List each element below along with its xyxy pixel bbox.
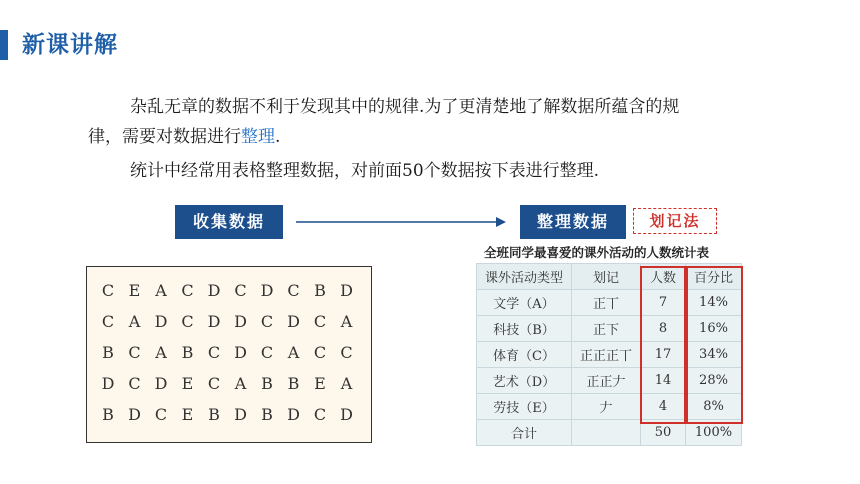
data-cell: D [287,405,300,424]
data-cell: B [208,405,220,424]
cell-tally [572,420,641,446]
cell-tally: 𠂇 [572,394,641,420]
data-cell: D [234,405,247,424]
data-cell: B [287,374,300,393]
data-cell: A [128,312,141,331]
data-cell: C [313,405,327,424]
data-cell: B [314,281,326,300]
data-cell: E [181,374,194,393]
data-cell: D [128,405,141,424]
data-cell: A [155,343,167,362]
cell-tally: 正下 [572,316,641,342]
cell-percent: 100% [686,420,742,446]
data-cell: B [181,343,194,362]
data-cell: C [207,374,221,393]
cell-activity: 合计 [477,420,572,446]
cell-activity: 科技（B） [477,316,572,342]
page-title: 新课讲解 [22,32,118,58]
data-cell: C [101,281,115,300]
title-accent-bar [0,30,8,60]
cell-tally: 正正𠂇 [572,368,641,394]
percent-column-highlight [684,266,743,424]
paragraph-1-prefix: 律，需要对数据进行 [88,127,241,147]
data-cell: C [260,312,274,331]
header-activity: 课外活动类型 [477,264,572,290]
cell-percent: 34% [686,342,742,368]
data-cell: A [287,343,300,362]
cell-percent: 28% [686,368,742,394]
data-cell: D [101,374,115,393]
data-cell: A [340,312,353,331]
paragraph-1-line-2 [88,122,280,152]
paragraph-1-line-1: 杂乱无章的数据不利于发现其中的规律.为了更清楚地了解数据所蕴含的规 [130,97,680,117]
data-cell: C [313,343,327,362]
data-cell: A [340,374,353,393]
data-cell: B [102,405,114,424]
data-cell: D [340,405,353,424]
data-cell: C [101,312,115,331]
cell-count: 14 [641,368,686,394]
organize-data-label: 整理数据 [520,205,626,239]
data-cell: C [207,343,221,362]
cell-percent: 8% [686,394,742,420]
cell-count: 8 [641,316,686,342]
data-cell: D [340,281,353,300]
tally-method-label: 划记法 [633,208,717,234]
table-caption: 全班同学最喜爱的课外活动的人数统计表 [484,245,710,260]
data-cell: D [154,312,168,331]
data-cell: E [314,374,326,393]
data-cell: C [313,312,327,331]
raw-data-grid [86,266,372,443]
data-cell: E [128,281,141,300]
count-column-highlight [640,266,688,424]
data-cell: B [102,343,114,362]
data-cell: C [340,343,353,362]
data-cell: C [287,281,300,300]
flow-arrow-icon [296,216,506,228]
cell-activity: 体育（C） [477,342,572,368]
cell-count: 7 [641,290,686,316]
cell-count: 50 [641,420,686,446]
data-cell: D [154,374,168,393]
cell-activity: 劳技（E） [477,394,572,420]
data-cell: E [181,405,194,424]
cell-activity: 文学（A） [477,290,572,316]
cell-count: 4 [641,394,686,420]
data-cell: D [207,281,221,300]
keyword-organize: 整理 [241,127,275,147]
data-cell: C [181,281,194,300]
data-cell: A [155,281,167,300]
cell-tally: 正丅 [572,290,641,316]
header-count: 人数 [641,264,686,290]
data-cell: D [234,312,247,331]
data-cell: C [181,312,194,331]
header-tally: 划记 [572,264,641,290]
data-cell: C [128,374,141,393]
cell-tally: 正正正丅 [572,342,641,368]
data-cell: C [234,281,247,300]
data-cell: A [234,374,247,393]
data-cell: C [128,343,141,362]
cell-count: 17 [641,342,686,368]
cell-percent: 16% [686,316,742,342]
collect-data-label: 收集数据 [175,205,283,239]
cell-percent: 14% [686,290,742,316]
data-cell: B [261,405,273,424]
data-cell: D [287,312,300,331]
data-cell: C [154,405,168,424]
data-cell: B [261,374,273,393]
paragraph-2: 统计中经常用表格整理数据，对前面50个数据按下表进行整理. [130,161,600,181]
header-percent: 百分比 [686,264,742,290]
data-cell: D [234,343,247,362]
paragraph-1-suffix: . [275,127,281,147]
cell-activity: 艺术（D） [477,368,572,394]
data-cell: C [260,343,274,362]
data-cell: D [260,281,274,300]
data-cell: D [207,312,221,331]
